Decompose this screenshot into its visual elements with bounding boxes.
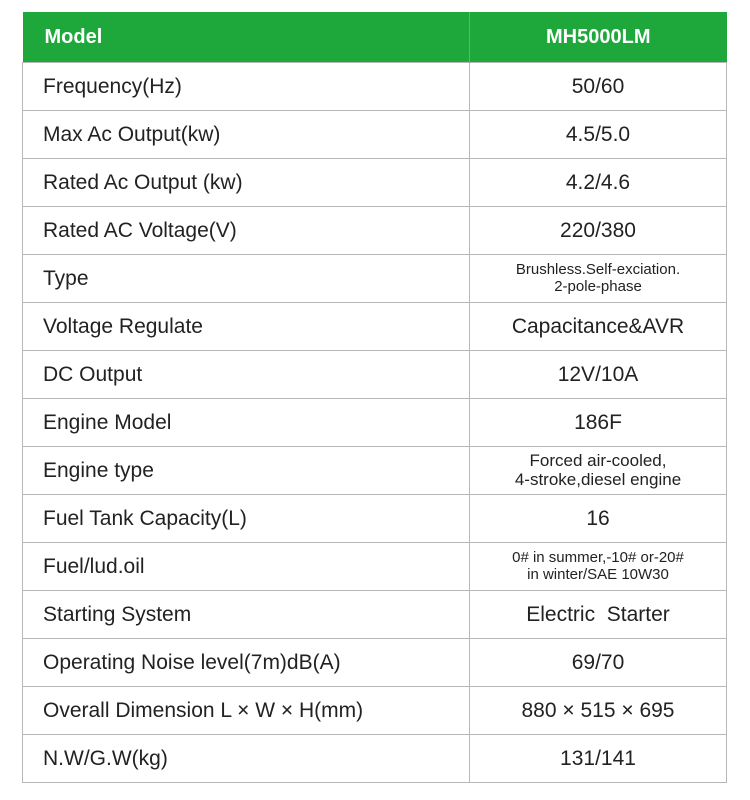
row-label: Voltage Regulate [23, 303, 470, 351]
table-row [23, 159, 727, 207]
row-value-line: 4-stroke,diesel engine [514, 469, 682, 489]
row-value: 131/141 [470, 735, 727, 783]
table-row [23, 255, 727, 303]
table-row [23, 399, 727, 447]
spec-table [22, 12, 727, 783]
row-label: Overall Dimension L × W × H(mm) [23, 687, 470, 735]
table-row [23, 351, 727, 399]
row-value: 880 × 515 × 695 [470, 687, 727, 735]
row-value: 50/60 [470, 63, 727, 111]
table-row [23, 207, 727, 255]
table-row [23, 303, 727, 351]
row-value [470, 447, 727, 495]
table-row [23, 639, 727, 687]
row-value: 16 [470, 495, 727, 543]
header-model-value: MH5000LM [470, 12, 727, 63]
table-row [23, 63, 727, 111]
table-row [23, 447, 727, 495]
row-value: 69/70 [470, 639, 727, 687]
row-value-line: 2-pole-phase [554, 277, 642, 295]
table-row [23, 687, 727, 735]
row-label: Fuel/lud.oil [23, 543, 470, 591]
table-row [23, 735, 727, 783]
row-label: Rated AC Voltage(V) [23, 207, 470, 255]
row-label: Fuel Tank Capacity(L) [23, 495, 470, 543]
row-label: Engine type [23, 447, 470, 495]
table-row [23, 111, 727, 159]
table-row [23, 543, 727, 591]
table-row [23, 591, 727, 639]
row-value [470, 255, 727, 303]
table-row [23, 495, 727, 543]
row-label: DC Output [23, 351, 470, 399]
row-label: Type [23, 255, 470, 303]
row-value-line: 0# in summer,-10# or-20# [512, 549, 684, 566]
row-value-line: Forced air-cooled, [529, 450, 667, 470]
row-value: Electric Starter [470, 591, 727, 639]
row-value: 12V/10A [470, 351, 727, 399]
row-label: Rated Ac Output (kw) [23, 159, 470, 207]
row-label: N.W/G.W(kg) [23, 735, 470, 783]
row-label: Starting System [23, 591, 470, 639]
header-model-label: Model [23, 12, 470, 63]
row-value-line: Brushless.Self-exciation. [515, 261, 681, 278]
row-label: Engine Model [23, 399, 470, 447]
row-value [470, 543, 727, 591]
row-value-line: in winter/SAE 10W30 [527, 565, 669, 583]
row-value: Capacitance&AVR [470, 303, 727, 351]
row-label: Frequency(Hz) [23, 63, 470, 111]
table-header-row [23, 12, 727, 63]
row-label: Max Ac Output(kw) [23, 111, 470, 159]
row-value: 4.5/5.0 [470, 111, 727, 159]
row-value: 220/380 [470, 207, 727, 255]
row-value: 186F [470, 399, 727, 447]
row-value: 4.2/4.6 [470, 159, 727, 207]
row-label: Operating Noise level(7m)dB(A) [23, 639, 470, 687]
